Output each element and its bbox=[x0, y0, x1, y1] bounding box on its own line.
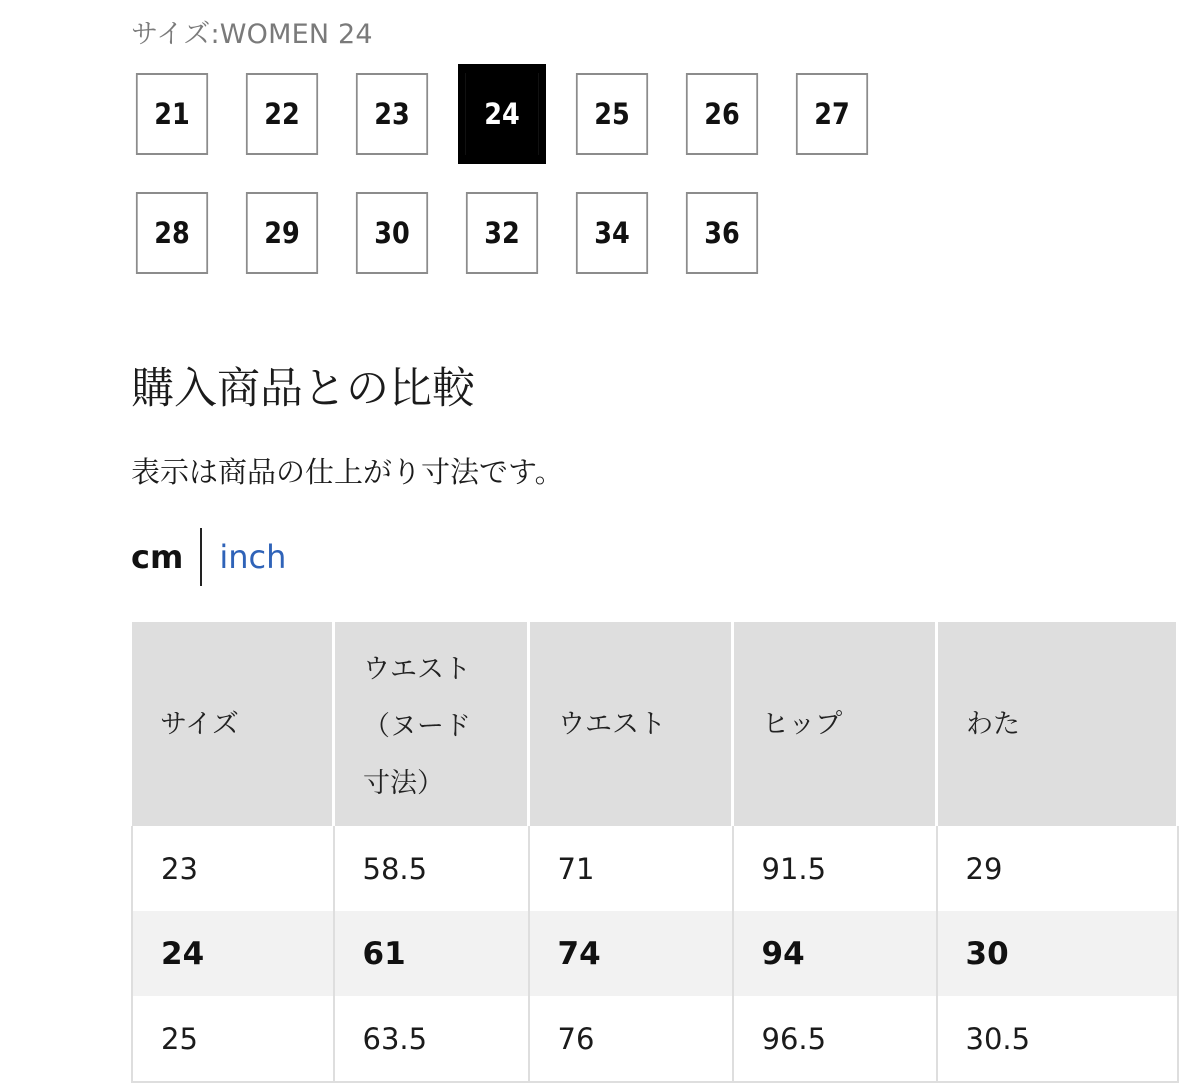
cell-hip: 96.5 bbox=[733, 996, 937, 1082]
size-button-28[interactable]: 28 bbox=[136, 192, 208, 274]
cell-waist-nude: 58.5 bbox=[334, 826, 529, 911]
size-button-36[interactable]: 36 bbox=[686, 192, 758, 274]
size-button-grid bbox=[131, 73, 873, 274]
size-button-29[interactable]: 29 bbox=[246, 192, 318, 274]
size-button-34[interactable]: 34 bbox=[576, 192, 648, 274]
cell-waist: 74 bbox=[529, 911, 733, 996]
size-button-32[interactable]: 32 bbox=[466, 192, 538, 274]
cell-hip: 91.5 bbox=[733, 826, 937, 911]
size-button-27[interactable]: 27 bbox=[796, 73, 868, 155]
size-button-22[interactable]: 22 bbox=[246, 73, 318, 155]
table-row-highlighted bbox=[132, 911, 1178, 996]
table-header-row bbox=[132, 622, 1178, 826]
table-row bbox=[132, 826, 1178, 911]
size-table-scroll[interactable] bbox=[131, 622, 1031, 1080]
cell-size: 25 bbox=[132, 996, 334, 1082]
unit-toggle bbox=[131, 528, 286, 586]
size-selection-label: サイズ:WOMEN 24 bbox=[131, 19, 373, 50]
cell-hip: 94 bbox=[733, 911, 937, 996]
size-button-30[interactable]: 30 bbox=[356, 192, 428, 274]
cell-rise: 30.5 bbox=[937, 996, 1178, 1082]
unit-cm-tab[interactable]: cm bbox=[131, 538, 184, 576]
table-row bbox=[132, 996, 1178, 1082]
header-waist-nude-text: ウエスト （ヌード 寸法） bbox=[363, 653, 471, 799]
header-waist: ウエスト bbox=[529, 622, 733, 826]
cell-rise: 29 bbox=[937, 826, 1178, 911]
cell-waist: 76 bbox=[529, 996, 733, 1082]
cell-waist-nude: 61 bbox=[334, 911, 529, 996]
dimension-note: 表示は商品の仕上がり寸法です。 bbox=[131, 455, 564, 489]
cell-waist: 71 bbox=[529, 826, 733, 911]
cell-size: 23 bbox=[132, 826, 334, 911]
cell-rise: 30 bbox=[937, 911, 1178, 996]
unit-divider bbox=[200, 528, 202, 586]
size-button-21[interactable]: 21 bbox=[136, 73, 208, 155]
header-hip: ヒップ bbox=[733, 622, 937, 826]
cell-waist-nude: 63.5 bbox=[334, 996, 529, 1082]
size-button-23[interactable]: 23 bbox=[356, 73, 428, 155]
cell-size: 24 bbox=[132, 911, 334, 996]
size-table bbox=[131, 622, 1179, 1083]
header-size: サイズ bbox=[132, 622, 334, 826]
size-button-25[interactable]: 25 bbox=[576, 73, 648, 155]
header-waist-nude bbox=[334, 622, 529, 826]
size-button-24-selected[interactable]: 24 bbox=[466, 73, 538, 155]
header-rise: わた bbox=[937, 622, 1178, 826]
comparison-title: 購入商品との比較 bbox=[131, 364, 475, 414]
unit-inch-link[interactable]: inch bbox=[219, 538, 287, 576]
size-button-26[interactable]: 26 bbox=[686, 73, 758, 155]
